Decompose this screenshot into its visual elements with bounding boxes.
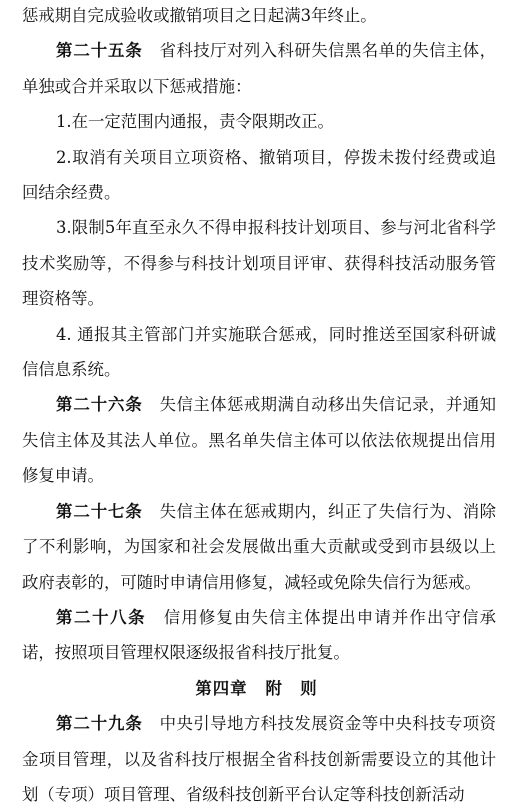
article-27 (0, 494, 513, 600)
paragraph-text: 惩戒期自完成验收或撤销项目之日起满3年终止。 (22, 6, 377, 25)
article-25-item-4 (0, 317, 513, 388)
article-25 (0, 33, 513, 104)
article-25-item-3 (0, 210, 513, 316)
article-25-item-1 (0, 104, 513, 139)
article-25-body: 省科技厅对列入科研失信黑名单的失信主体，单独或合并采取以下惩戒措施： (22, 41, 497, 96)
article-26-body: 失信主体惩戒期满自动移出失信记录，并通知失信主体及其法人单位。黑名单失信主体可以依法依规提出信用修复申请。 (22, 395, 497, 486)
chapter-number: 第四章 (195, 678, 248, 698)
article-25-heading: 第二十五条 (56, 41, 143, 61)
chapter-heading (0, 671, 513, 706)
paragraph-penalty-term (0, 0, 513, 33)
article-28-heading: 第二十八条 (56, 607, 147, 627)
article-29-heading: 第二十九条 (56, 714, 143, 734)
article-25-item-2 (0, 140, 513, 211)
article-28-body: 信用修复由失信主体提出申请并作出守信承诺，按照项目管理权限逐级报省科技厅批复。 (22, 607, 497, 663)
article-27-body: 失信主体在惩戒期内，纠正了失信行为、消除了不利影响，为国家和社会发展做出重大贡献或受到市县级以上政府表彰的，可随时申请信用修复，减轻或免除失信行为惩戒。 (22, 501, 497, 592)
article-29-body: 中央引导地方科技发展资金等中央科技专项资金项目管理，以及省科技厅根据全省科技创新需要设立的其他计划（专项）项目管理、省级科技创新平台认定等科技创新活动 (22, 714, 497, 804)
list-item-text: 1.在一定范围内通报，责令限期改正。 (56, 112, 334, 132)
article-26-heading: 第二十六条 (56, 395, 143, 415)
article-26 (0, 387, 513, 493)
list-item-text: 3.限制5年直至永久不得申报科技计划项目、参与河北省科学技术奖励等，不得参与科技计划项目评审、获得科技活动服务管理资格等。 (22, 218, 496, 309)
list-item-text: 4. 通报其主管部门并实施联合惩戒，同时推送至国家科研诚信信息系统。 (22, 324, 496, 380)
article-28 (0, 600, 513, 671)
article-27-heading: 第二十七条 (56, 501, 143, 521)
list-item-text: 2.取消有关项目立项资格、撤销项目，停拨未拨付经费或追回结余经费。 (22, 147, 496, 203)
article-29 (0, 706, 513, 812)
chapter-title: 附 则 (265, 678, 318, 698)
